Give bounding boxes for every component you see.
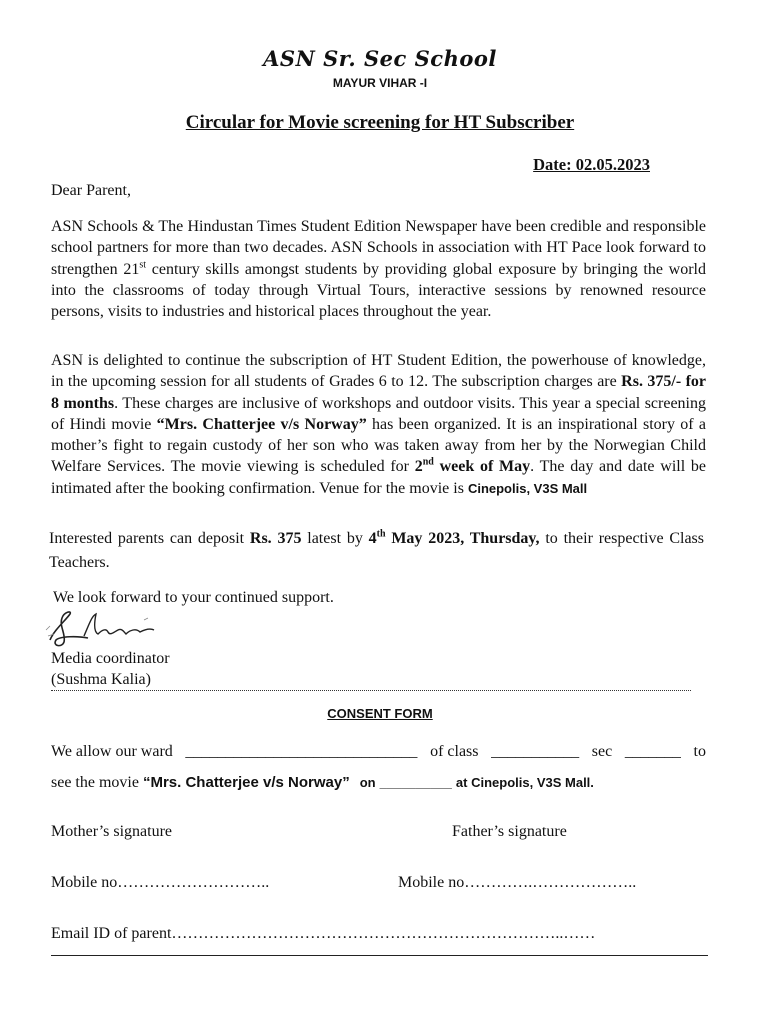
para3-text-b: latest by: [301, 530, 369, 547]
consent-text-on: on: [359, 775, 376, 790]
consent-text-class: of class: [430, 743, 479, 760]
signatory-name: (Sushma Kalia): [51, 671, 151, 688]
school-location: MAYUR VIHAR -I: [332, 76, 428, 90]
bottom-rule: [51, 955, 708, 956]
movie-title: “Mrs. Chatterjee v/s Norway”: [156, 415, 367, 433]
para1-text-b: century skills amongst students by providing global exposure by bringing the world into the classrooms of today through Virtual Tours, interactive sessions by renowned resource persons, visits to industries and historical places throughout the year.: [51, 260, 706, 321]
tear-off-divider: [51, 690, 691, 691]
parent-email-field[interactable]: Email ID of parent………………………………………………………………..……: [51, 925, 596, 942]
mother-mobile-field[interactable]: Mobile no………………………..: [51, 874, 270, 891]
deposit-amount: Rs. 375: [249, 530, 302, 547]
subscription-charges: Rs. 375/- for 8 months: [51, 373, 707, 412]
paragraph-subscription: [51, 350, 706, 499]
deadline-day: 4: [368, 530, 377, 547]
consent-venue: at Cinepolis, V3S Mall.: [455, 775, 594, 790]
consent-line-1: [51, 743, 706, 761]
venue: Cinepolis, V3S Mall: [467, 480, 588, 496]
para3-text-a: Interested parents can deposit: [49, 530, 250, 547]
para2-text-d: . The day and date will be intimated after the booking confirmation. Venue for the movie is: [51, 458, 706, 497]
week-sup: nd: [422, 457, 434, 469]
consent-form-title: CONSENT FORM: [327, 706, 433, 721]
consent-text-sec: sec: [591, 743, 613, 760]
section-blank[interactable]: _______: [624, 743, 681, 760]
week-number: 2: [414, 458, 423, 476]
ward-name-blank[interactable]: _____________________________: [185, 743, 418, 760]
circular-title: Circular for Movie screening for HT Subscriber: [185, 112, 575, 133]
father-signature-label[interactable]: Father’s signature: [452, 823, 567, 840]
school-name: ASN Sr. Sec School: [263, 46, 497, 71]
father-mobile-field[interactable]: Mobile no………….………………..: [398, 874, 637, 891]
para1-text-a: ASN Schools & The Hindustan Times Student Edition Newspaper have been credible and responsible school partners for more than two decades. ASN Schools in association with HT Pace look forward to strengthen 21: [51, 218, 706, 278]
consent-text-to: to: [693, 743, 706, 760]
deadline-text: May 2023, Thursday,: [385, 530, 540, 547]
consent-movie-title: “Mrs. Chatterjee v/s Norway”: [142, 774, 350, 791]
class-blank[interactable]: ___________: [491, 743, 580, 760]
deadline-sup: th: [376, 528, 386, 540]
paragraph-deposit: [49, 527, 704, 575]
consent-text-see: see the movie: [51, 774, 139, 791]
para2-text-b: . These charges are inclusive of workshops and outdoor visits. This year a special screening of Hindi movie: [51, 394, 707, 433]
para2-text-a: ASN is delighted to continue the subscription of HT Student Edition, the powerhouse of knowledge, in the upcoming session for all students of Grades 6 to 12. The subscription charges are: [51, 352, 706, 391]
para3-text-c: to their respective Class Teachers.: [49, 530, 705, 571]
mother-signature-label[interactable]: Mother’s signature: [51, 823, 173, 840]
salutation: Dear Parent,: [51, 182, 131, 199]
para1-sup: st: [139, 259, 147, 271]
week-text: week of May: [433, 458, 531, 476]
deposit-deadline: [369, 530, 540, 547]
closing-line: We look forward to your continued support.: [53, 589, 334, 606]
screening-date-blank[interactable]: __________: [379, 775, 452, 790]
signatory-role: Media coordinator: [51, 650, 170, 667]
consent-text-allow: We allow our ward: [51, 743, 173, 760]
para2-text-c: has been organized. It is an inspirational story of a mother’s fight to regain custody of her son who was taken away from her by the Norwegian Child Welfare Services. The movie viewing is scheduled for: [51, 415, 707, 476]
consent-line-2: [51, 774, 594, 792]
screening-week: [415, 458, 530, 475]
circular-date: Date: 02.05.2023: [533, 155, 650, 174]
handwritten-signature: [44, 606, 174, 652]
paragraph-intro: [51, 216, 706, 322]
